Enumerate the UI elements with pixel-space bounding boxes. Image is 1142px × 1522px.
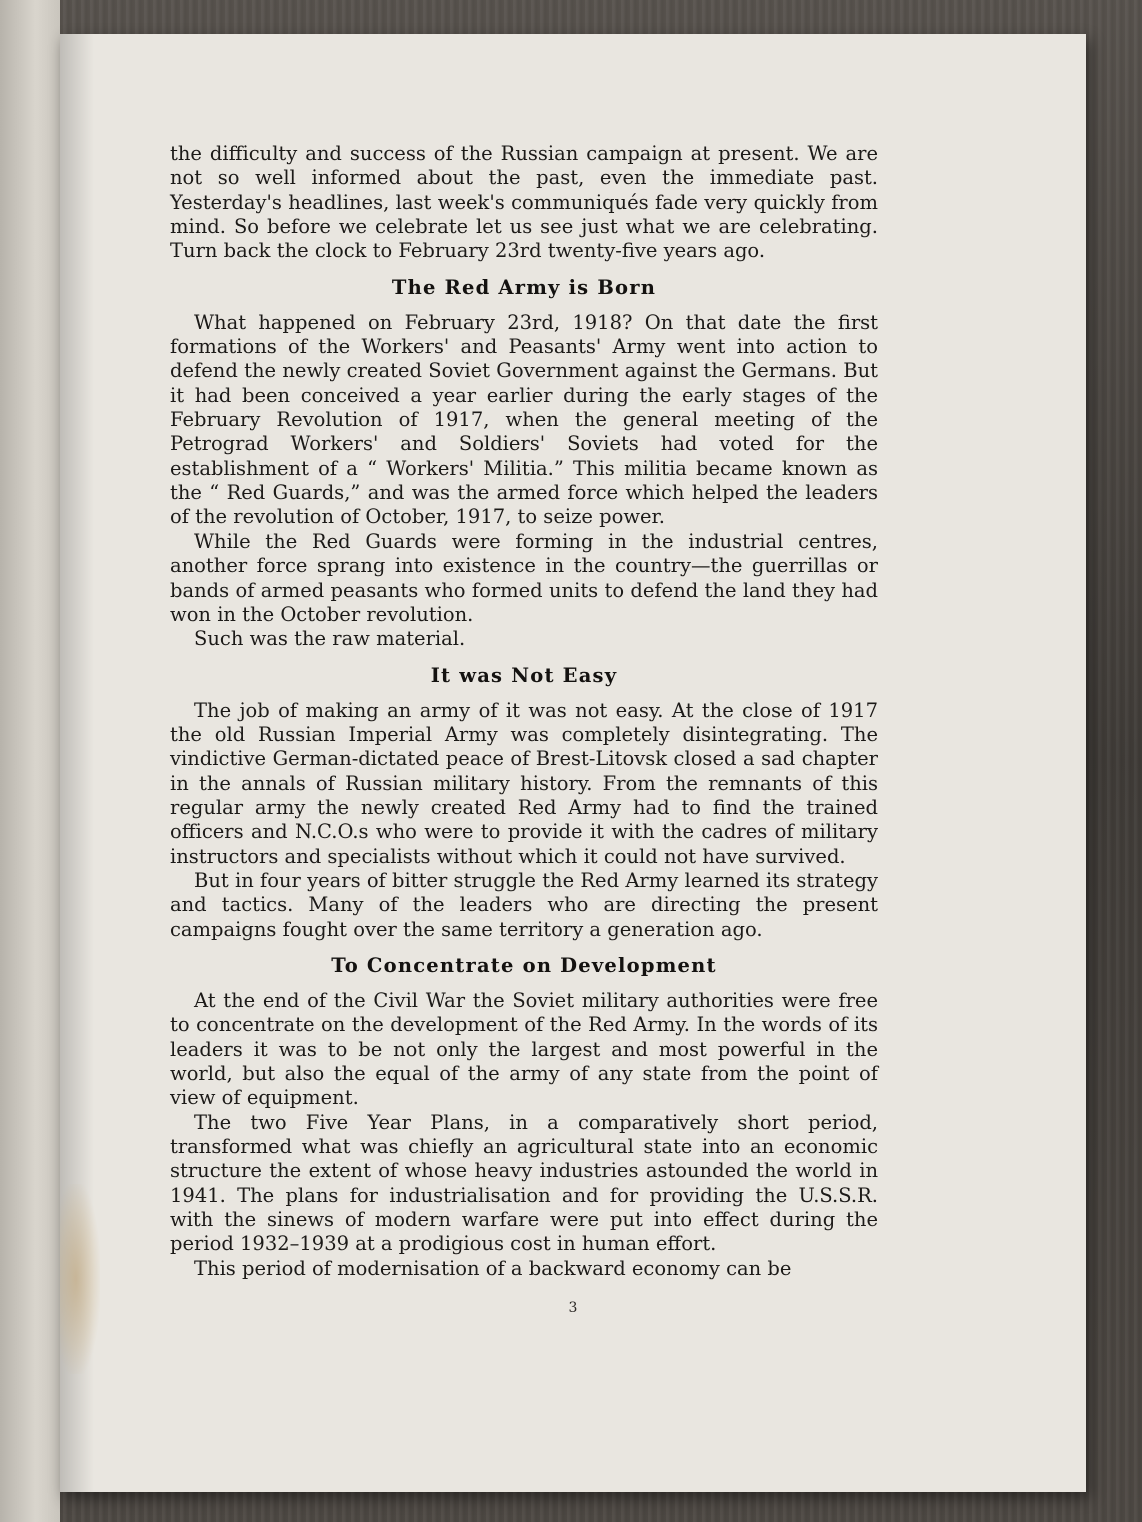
paragraph: This period of modernisation of a backward economy can be	[194, 1256, 792, 1280]
paragraph: At the end of the Civil War the Soviet military authorities were free to concentrate on the development of the Red Army. In the words of its leaders it was to be not only the largest and most powerful in the world, but also the equal of the army of any state from the point of view of equipment.	[170, 988, 878, 1110]
book-page	[60, 34, 1086, 1492]
paragraph: Such was the raw material.	[194, 627, 466, 651]
paragraph: What happened on February 23rd, 1918? On that date the first formations of the Workers' and Peasants' Army went into action to defend the newly created Soviet Government against the Germans. But it had been conceived a year earlier during the early stages of the February Revolution of 1917, when the general meeting of the Petrograd Workers' and Soldiers' Soviets had voted for the establishment of a “ Workers' Militia.” This militia became known as the “ Red Guards,” and was the armed force which helped the leaders of the revolution of October, 1917, to seize power.	[170, 310, 878, 529]
heading-concentrate-development: To Concentrate on Development	[331, 953, 717, 977]
paragraph: The two Five Year Plans, in a comparatively short period, transformed what was chiefly an agricultural state into an economic structure the extent of whose heavy industries astounded the world in 1941. The plans for industrialisation and for providing the U.S.S.R. with the sinews of modern warfare were put into effect during the period 1932–1939 at a prodigious cost in human effort.	[170, 1110, 878, 1256]
facing-page-edge	[0, 0, 60, 1522]
page-text	[170, 142, 878, 1281]
paragraph: The job of making an army of it was not easy. At the close of 1917 the old Russian Imperial Army was completely disintegrating. The vindictive German-dictated peace of Brest-Litovsk closed a sad chapter in the annals of Russian military history. From the remnants of this regular army the newly created Red Army had to find the trained officers and N.C.O.s who were to provide it with the cadres of military instructors and specialists without which it could not have survived.	[170, 698, 878, 868]
page-number: 3	[568, 1300, 578, 1316]
paragraph: But in four years of bitter struggle the Red Army learned its strategy and tactics. Many of the leaders who are directing the present campaigns fought over the same territory a generation ago.	[170, 868, 878, 941]
heading-red-army-born: The Red Army is Born	[391, 275, 657, 299]
paragraph: While the Red Guards were forming in the industrial centres, another force sprang into existence in the country—the guerrillas or bands of armed peasants who formed units to defend the land they had won in the October revolution.	[170, 529, 878, 626]
heading-not-easy: It was Not Easy	[430, 663, 618, 687]
page-stain	[60, 1184, 100, 1374]
opening-paragraph: the difficulty and success of the Russian campaign at present. We are not so well informed about the past, even the immediate past. Yesterday's headlines, last week's communiqués fade very quickly from mind. So before we celebrate let us see just what we are celebrating. Turn back the clock to February 23rd twenty-five years ago.	[170, 142, 878, 263]
